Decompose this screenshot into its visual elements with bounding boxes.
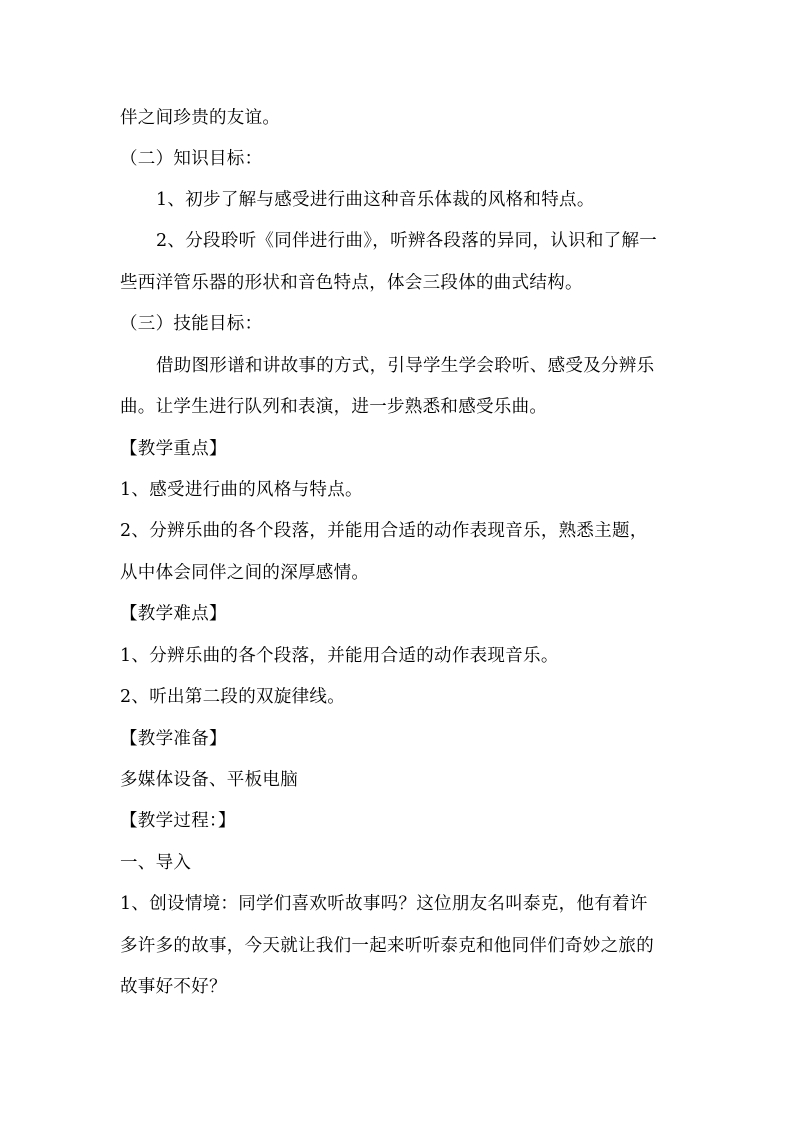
section-heading: 【教学重点】	[120, 439, 227, 459]
paragraph-line: 1、创设情境：同学们喜欢听故事吗？这位朋友名叫泰克，他有着许	[120, 894, 648, 914]
paragraph-line: 曲。让学生进行队列和表演，进一步熟悉和感受乐曲。	[120, 397, 548, 417]
paragraph-line: 些西洋管乐器的形状和音色特点，体会三段体的曲式结构。	[120, 273, 583, 293]
paragraph-line: 故事好不好？	[120, 977, 227, 997]
paragraph-line: 1、初步了解与感受进行曲这种音乐体裁的风格和特点。	[156, 190, 595, 210]
section-heading: （三）技能目标：	[120, 314, 263, 334]
paragraph-line: 借助图形谱和讲故事的方式，引导学生学会聆听、感受及分辨乐	[156, 356, 655, 376]
section-heading: 一、导入	[120, 853, 192, 873]
paragraph-line: 从中体会同伴之间的深厚感情。	[120, 563, 370, 583]
section-heading: 【教学准备】	[120, 729, 227, 749]
section-heading: 【教学难点】	[120, 604, 227, 624]
paragraph-line: 多媒体设备、平板电脑	[120, 770, 298, 790]
paragraph-line: 1、分辨乐曲的各个段落，并能用合适的动作表现音乐。	[120, 646, 559, 666]
paragraph-line: 2、分辨乐曲的各个段落，并能用合适的动作表现音乐，熟悉主题，	[120, 521, 648, 541]
paragraph-line: 多许多的故事，今天就让我们一起来听听泰克和他同伴们奇妙之旅的	[120, 936, 654, 956]
section-heading: （二）知识目标：	[120, 149, 263, 169]
section-heading: 【教学过程：】	[120, 811, 236, 831]
paragraph-line: 1、感受进行曲的风格与特点。	[120, 480, 363, 500]
paragraph-line: 2、分段聆听《同伴进行曲》，听辨各段落的异同，认识和了解一	[156, 231, 658, 251]
paragraph-line: 2、听出第二段的双旋律线。	[120, 687, 346, 707]
paragraph-line: 伴之间珍贵的友谊。	[120, 108, 281, 128]
